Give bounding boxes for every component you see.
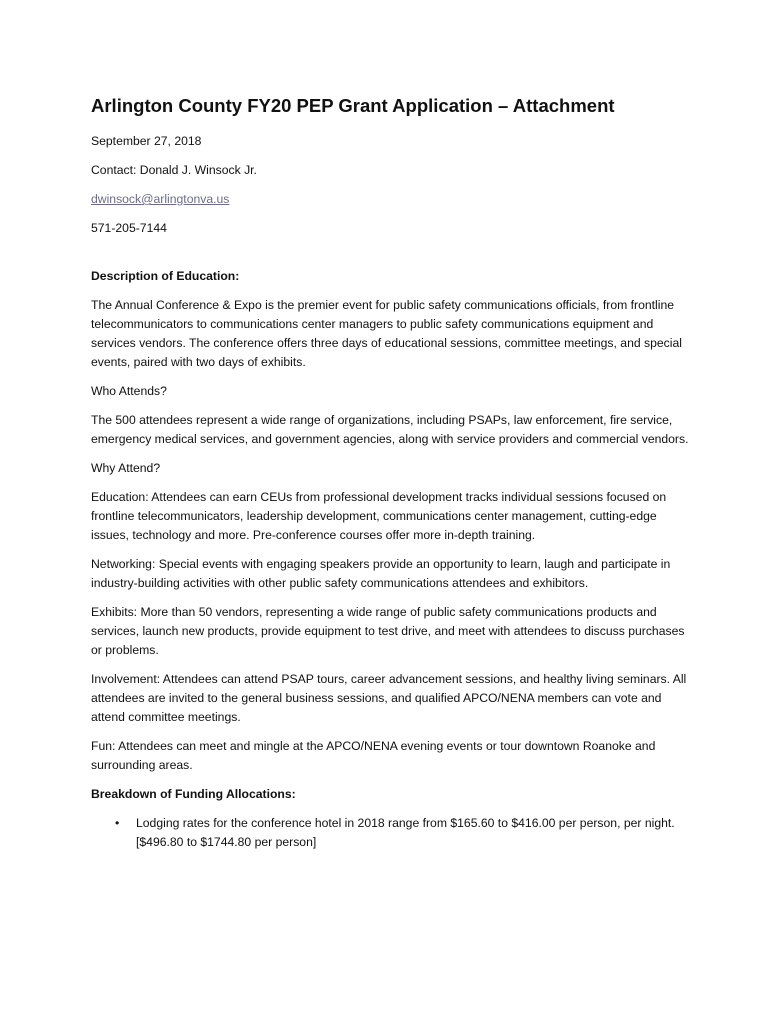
document-title: Arlington County FY20 PEP Grant Application – Attachment xyxy=(91,95,615,116)
funding-list xyxy=(91,814,690,852)
spacer xyxy=(91,248,690,267)
document-date: September 27, 2018 xyxy=(91,134,202,148)
intro-paragraph: The Annual Conference & Expo is the premier event for public safety communications officials, from frontline telecommunicators to communications center managers to public safety communications equipment and services vendors. The conference offers three days of educational sessions, committee meetings, and special events, paired with two days of exhibits. xyxy=(91,298,682,369)
funding-item-text: Lodging rates for the conference hotel in 2018 range from $165.60 to $416.00 per person, per night. [$496.80 to $1744.80 per person] xyxy=(136,816,675,849)
contact-email-link[interactable]: dwinsock@arlingtonva.us xyxy=(91,192,230,206)
funding-heading: Breakdown of Funding Allocations: xyxy=(91,787,296,801)
contact-phone: 571-205-7144 xyxy=(91,221,167,235)
education-paragraph: Education: Attendees can earn CEUs from professional development tracks individual sessions focused on frontline telecommunicators, leadership development, communications center management, cutting-edge issues, technology and more. Pre-conference courses offer more in-depth training. xyxy=(91,490,667,542)
why-attend-question: Why Attend? xyxy=(91,461,161,475)
description-heading: Description of Education: xyxy=(91,269,240,283)
bullet-icon: • xyxy=(115,816,120,830)
contact-block xyxy=(91,132,690,238)
networking-paragraph: Networking: Special events with engaging speakers provide an opportunity to learn, laugh and participate in industry-building activities with other public safety communications attendees and exhibitors. xyxy=(91,557,671,590)
contact-name: Contact: Donald J. Winsock Jr. xyxy=(91,163,257,177)
exhibits-paragraph: Exhibits: More than 50 vendors, representing a wide range of public safety communications products and services, launch new products, provide equipment to test drive, and meet with attendees to discuss purchases or problems. xyxy=(91,605,685,657)
fun-paragraph: Fun: Attendees can meet and mingle at the APCO/NENA evening events or tour downtown Roanoke and surrounding areas. xyxy=(91,739,656,772)
who-attends-question: Who Attends? xyxy=(91,384,167,398)
list-item xyxy=(91,814,690,852)
who-attends-paragraph: The 500 attendees represent a wide range of organizations, including PSAPs, law enforcement, fire service, emergency medical services, and government agencies, along with service providers and commercial vendors. xyxy=(91,413,689,446)
involvement-paragraph: Involvement: Attendees can attend PSAP tours, career advancement sessions, and healthy living seminars. All attendees are invited to the general business sessions, and qualified APCO/NENA members can vote and attend committee meetings. xyxy=(91,672,687,724)
